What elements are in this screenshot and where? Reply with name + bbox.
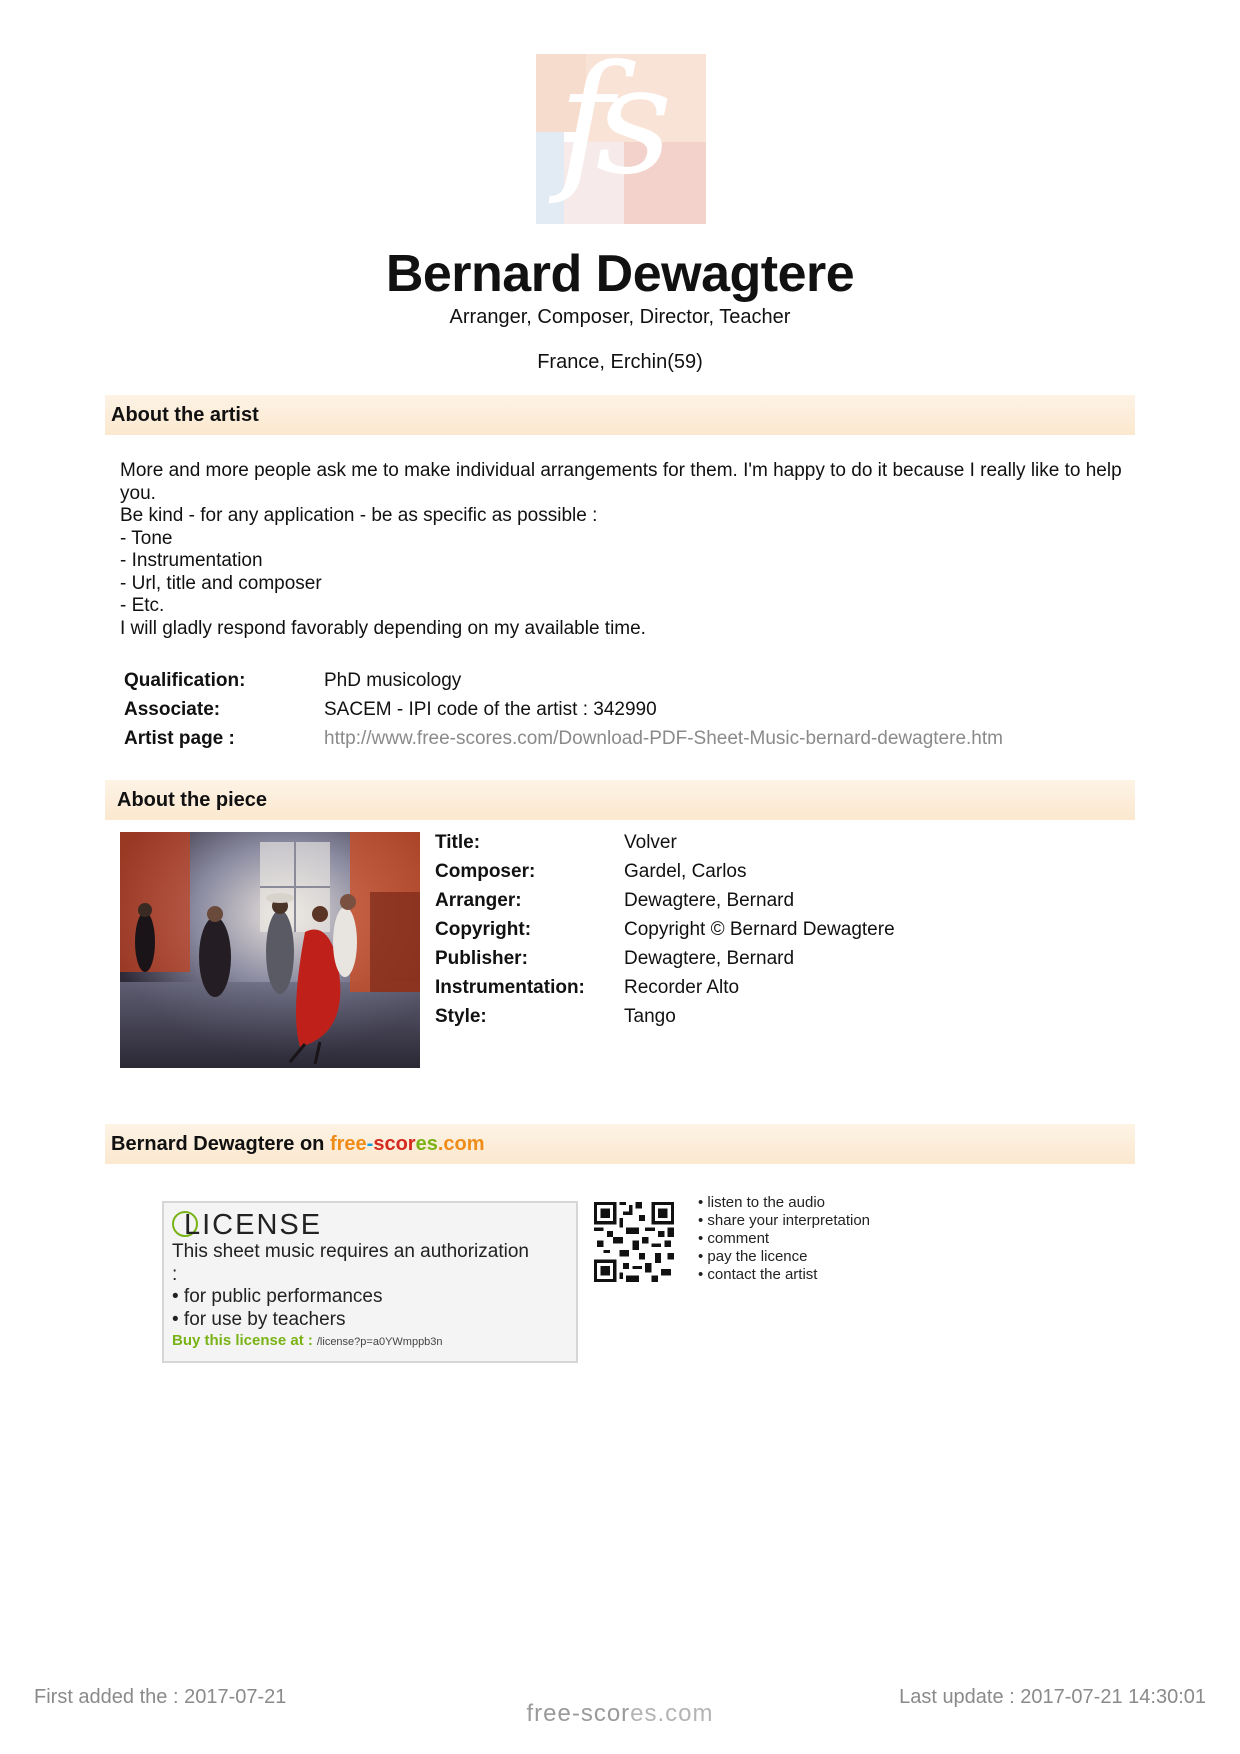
license-title-text: LICENSE	[184, 1209, 323, 1241]
license-line: This sheet music requires an authorization	[172, 1241, 529, 1262]
piece-label: Arranger:	[435, 889, 522, 911]
artist-details	[124, 666, 1003, 753]
piece-label: Title:	[435, 831, 481, 853]
detail-label: Associate:	[124, 698, 221, 720]
qr-code-icon[interactable]	[594, 1202, 674, 1282]
license-box	[162, 1201, 578, 1363]
license-title	[172, 1209, 568, 1241]
feature-item: • share your interpretation	[698, 1212, 871, 1229]
piece-row-copyright	[435, 915, 895, 944]
free-scores-logo-icon	[536, 54, 706, 224]
license-buy	[172, 1332, 568, 1349]
piece-value: Copyright © Bernard Dewagtere	[624, 918, 895, 940]
artist-name: Bernard Dewagtere	[385, 245, 855, 303]
site-part: .com	[437, 1133, 485, 1155]
piece-row-title	[435, 828, 895, 857]
logo-glyph: fs	[558, 54, 655, 208]
feature-item: • listen to the audio	[698, 1194, 826, 1211]
about-line: - Url, title and composer	[120, 572, 322, 594]
piece-label: Copyright:	[435, 918, 532, 940]
artist-roles: Arranger, Composer, Director, Teacher	[449, 306, 791, 328]
detail-row-qualification	[124, 666, 1003, 695]
piece-value: Recorder Alto	[624, 976, 740, 998]
piece-label: Instrumentation:	[435, 976, 585, 998]
about-artist-text	[120, 460, 1130, 640]
piece-info	[435, 828, 895, 1031]
piece-label: Composer:	[435, 860, 536, 882]
feature-item: • comment	[698, 1230, 770, 1247]
feature-item: • pay the licence	[698, 1248, 808, 1265]
piece-value: Gardel, Carlos	[624, 860, 747, 882]
last-update-date: Last update : 2017-07-21 14:30:01	[899, 1686, 1206, 1708]
license-line: • for public performances	[172, 1286, 383, 1307]
tango-painting-image	[120, 832, 420, 1068]
about-line: More and more people ask me to make individual arrangements for them. I'm happy to do it because I really like to help you.	[120, 460, 1127, 504]
piece-value: Dewagtere, Bernard	[624, 947, 795, 969]
license-line: :	[172, 1263, 178, 1285]
piece-value: Tango	[624, 1005, 676, 1027]
detail-value: PhD musicology	[324, 669, 462, 691]
site-part: es	[415, 1133, 438, 1155]
detail-row-artist-page	[124, 724, 1003, 753]
site-section-heading	[105, 1124, 1135, 1164]
about-line: - Instrumentation	[120, 550, 263, 571]
piece-value: Volver	[624, 831, 677, 853]
artist-page-link[interactable]: http://www.free-scores.com/Download-PDF-Sheet-Music-bernard-dewagtere.htm	[324, 727, 1003, 749]
site-part: scor	[373, 1133, 416, 1155]
footer-logo-dim: es.com	[630, 1700, 714, 1727]
piece-row-arranger	[435, 886, 895, 915]
about-line: - Etc.	[120, 595, 165, 616]
about-line: I will gladly respond favorably depending on my available time.	[120, 617, 646, 639]
detail-label: Artist page :	[124, 727, 235, 749]
about-line: Be kind - for any application - be as specific as possible :	[120, 505, 598, 526]
site-name-link[interactable]	[330, 1133, 485, 1155]
site-heading-prefix: Bernard Dewagtere on	[111, 1133, 325, 1155]
feature-list	[698, 1194, 870, 1284]
piece-row-publisher	[435, 944, 895, 973]
first-added-date: First added the : 2017-07-21	[34, 1686, 287, 1708]
detail-row-associate	[124, 695, 1003, 724]
license-line: • for use by teachers	[172, 1308, 346, 1330]
piece-row-instrumentation	[435, 973, 895, 1002]
piece-value: Dewagtere, Bernard	[624, 889, 795, 911]
license-buy-link[interactable]: /license?p=a0YWmppb3n	[316, 1336, 443, 1348]
piece-row-composer	[435, 857, 895, 886]
site-part: free	[329, 1133, 367, 1155]
artist-location: France, Erchin(59)	[537, 351, 703, 373]
feature-item: • contact the artist	[698, 1266, 818, 1283]
license-text	[172, 1241, 568, 1331]
piece-label: Publisher:	[435, 947, 528, 969]
license-buy-label: Buy this license at :	[172, 1332, 313, 1349]
piece-label: Style:	[435, 1005, 487, 1027]
about-piece-heading: About the piece	[105, 780, 1135, 820]
detail-label: Qualification:	[124, 669, 246, 691]
about-artist-heading: About the artist	[105, 395, 1135, 435]
detail-value: SACEM - IPI code of the artist : 342990	[324, 698, 657, 720]
about-line: - Tone	[120, 527, 173, 549]
site-part: -	[366, 1133, 374, 1155]
footer-logo-main: free-scor	[526, 1700, 631, 1727]
piece-row-style	[435, 1002, 895, 1031]
